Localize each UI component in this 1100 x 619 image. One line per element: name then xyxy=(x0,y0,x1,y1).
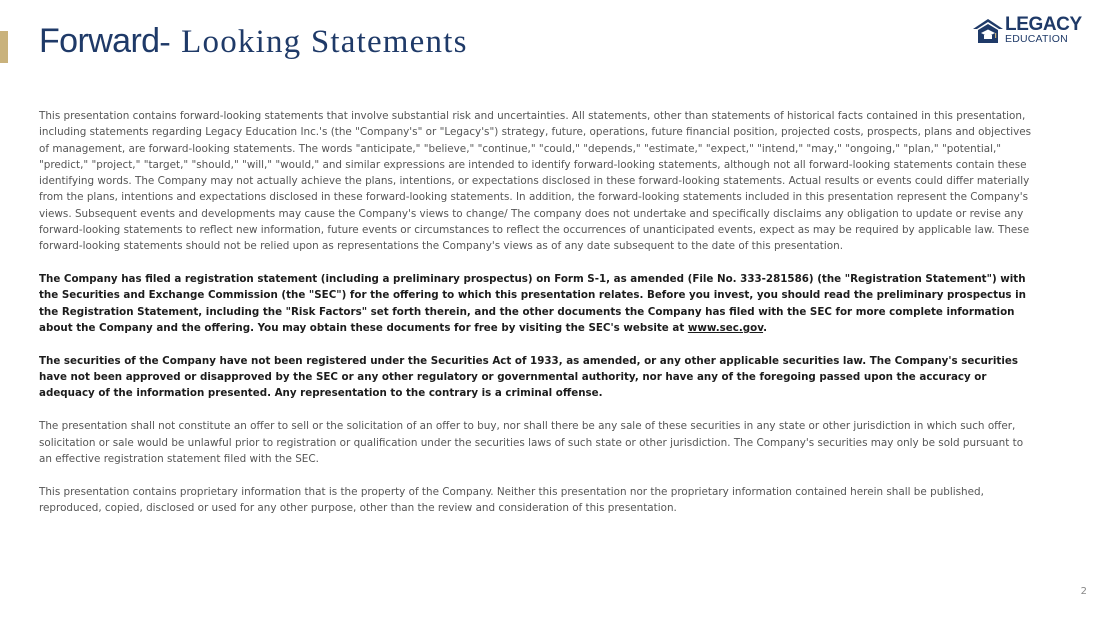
paragraph-registration-end: . xyxy=(763,322,767,335)
page-number: 2 xyxy=(1080,586,1087,597)
disclaimer-body xyxy=(39,108,1039,533)
page-title-part2: - Looking Statements xyxy=(159,24,468,60)
paragraph-registration-text: The Company has filed a registration statement (including a preliminary prospectus) on Form S-1, as amended (File No. 333-281586) (the "Registration Statement") with the Securities and Exchange Commission (the "SEC") for the offering to which this presentation relates. Before you invest, you should read the preliminary prospectus in the Registration Statement, including the "Risk Factors" set forth therein, and the other documents the Company has filed with the SEC for more complete information about the Company and the offering. You may obtain these documents for free by visiting the SEC's website at xyxy=(39,273,1026,335)
paragraph-no-offer: The presentation shall not constitute an offer to sell or the solicitation of an offer to buy, nor shall there be any sale of these securities in any state or other jurisdiction in which such offer, solicitation or sale would be unlawful prior to registration or qualification under the securities laws of such state or other jurisdiction. The Company's securities may only be sold pursuant to an effective registration statement filed with the SEC. xyxy=(39,420,1024,465)
logo-subtitle: EDUCATION xyxy=(1005,33,1068,45)
page-title-part1: Forward xyxy=(39,22,160,60)
house-graduation-cap-icon xyxy=(972,17,1004,45)
page-title xyxy=(39,24,468,59)
paragraph-securities-not-registered: The securities of the Company have not been registered under the Securities Act of 1933, as amended, or any other applicable securities law. The Company's securities have not been approved or disapproved by the SEC or any other regulatory or governmental authority, nor have any of the foregoing passed upon the accuracy or adequacy of the information presented. Any representation to the contrary is a criminal offense. xyxy=(39,354,1018,400)
paragraph-registration xyxy=(39,271,1039,336)
paragraph-forward-looking: This presentation contains forward-looking statements that involve substantial risk and uncertainties. All statements, other than statements of historical facts contained in this presentation, including statements regarding Legacy Education Inc.'s (the "Company's" or "Legacy's") strategy, future, operations, future financial position, projected costs, prospects, plans and objectives of management, are forward-looking statements. The words "anticipate," "believe," "continue," "could," "depends," "estimate," "expect," "intend," "may," "ongoing," "plan," "potential," "predict," "project," "target," "should," "will," "would," and similar expressions are intended to identify forward-looking statements, although not all forward-looking statements contain these identifying words. The Company may not actually achieve the plans, intentions, or expectations disclosed in these forward-looking statements. Actual results or events could differ materially from the plans, intentions and expectations disclosed in these forward-looking statements. In addition, the forward-looking statements included in this presentation represent the Company's views. Subsequent events and developments may cause the Company's views to change/ The company does not undertake and specifically disclaims any obligation to update or revise any forward-looking statements to reflect new information, future events or circumstances to reflect the occurrences of unanticipated events, expect as may be required by applicable law. These forward-looking statements should not be relied upon as representations the Company's views as of any date subsequent to the date of this presentation. xyxy=(39,110,1032,253)
sec-website-link[interactable]: www.sec.gov xyxy=(687,322,764,335)
title-accent-bar xyxy=(0,31,8,63)
logo-wordmark: LEGACY xyxy=(1005,14,1082,35)
legacy-education-logo xyxy=(972,15,1084,49)
paragraph-proprietary: This presentation contains proprietary information that is the property of the Company. Neither this presentation nor the proprietary information contained herein shall be published, reproduced, copied, disclosed or used for any other purpose, other than the review and consideration of this presentation. xyxy=(39,485,984,514)
